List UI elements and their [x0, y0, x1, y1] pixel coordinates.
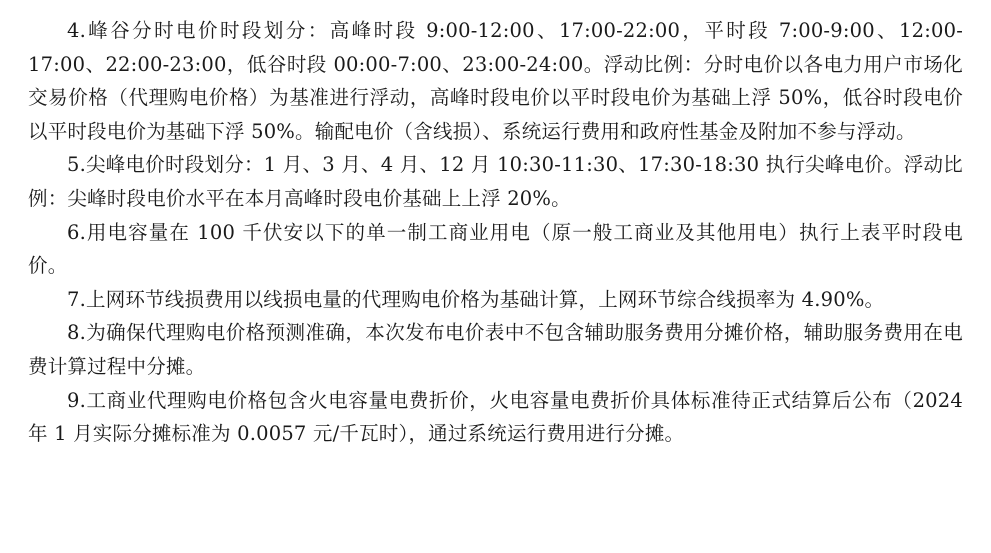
note-paragraph-6: 6.用电容量在 100 千伏安以下的单一制工商业用电（原一般工商业及其他用电）执行上表平时段电价。 [28, 220, 963, 278]
note-paragraph-7: 7.上网环节线损费用以线损电量的代理购电价格为基础计算，上网环节综合线损率为 4.90%。 [67, 287, 885, 311]
note-paragraph-4: 4.峰谷分时电价时段划分：高峰时段 9:00-12:00、17:00-22:00，平时段 7:00-9:00、12:00-17:00、22:00-23:00，低谷时段 00:00-7:00、23:00-24:00。浮动比例：分时电价以各电力用户市场化交易价格（代理购电价格）为基准进行浮动，高峰时段电价以平时段电价为基础上浮 50%，低谷时段电价以平时段电价为基础下浮 50%。输配电价（含线损）、系统运行费用和政府性基金及附加不参与浮动。 [28, 19, 963, 143]
note-paragraph-5: 5.尖峰电价时段划分：1 月、3 月、4 月、12 月 10:30-11:30、17:30-18:30 执行尖峰电价。浮动比例：尖峰时段电价水平在本月高峰时段电价基础上上浮 20%。 [28, 153, 963, 210]
note-paragraph-8: 8.为确保代理购电价格预测准确，本次发布电价表中不包含辅助服务费用分摊价格，辅助服务费用在电费计算过程中分摊。 [28, 321, 963, 378]
note-paragraph-9: 9.工商业代理购电价格包含火电容量电费折价，火电容量电费折价具体标准待正式结算后公布（2024 年 1 月实际分摊标准为 0.0057 元/千瓦时），通过系统运行费用进行分摊。 [28, 388, 963, 446]
